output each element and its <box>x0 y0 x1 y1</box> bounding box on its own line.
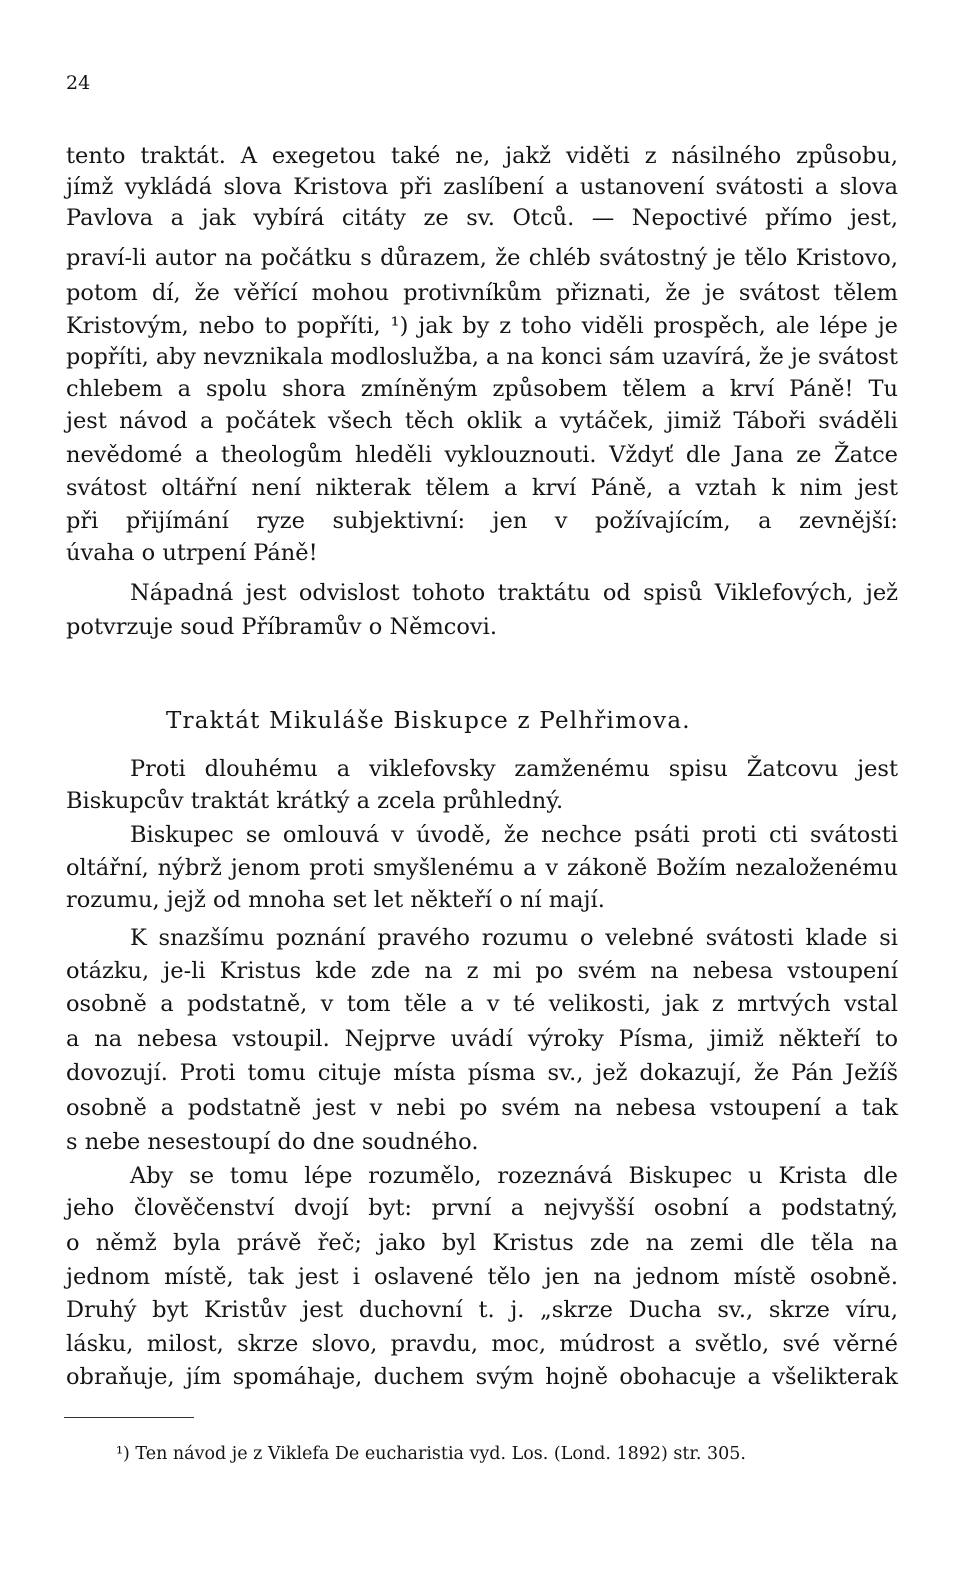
text-line: Biskupec se omlouvá v úvodě, že nechce psáti proti cti svátosti <box>130 822 898 848</box>
text-line: otázku, je-li Kristus kde zde na z mi po svém na nebesa vstoupení <box>66 958 898 984</box>
text-line: Pavlova a jak vybírá citáty ze sv. Otců. — Nepoctivé přímo jest, <box>66 205 898 231</box>
text-line: oltářní, nýbrž jenom proti smyšlenému a v zákoně Božím nezaloženému <box>66 855 898 881</box>
text-line: tento traktát. A exegetou také ne, jakž viděti z násilného způsobu, <box>66 143 898 169</box>
text-line: jednom místě, tak jest i oslavené tělo jen na jednom místě osobně. <box>66 1264 898 1290</box>
text-line: obraňuje, jím spomáhaje, duchem svým hojně obohacuje a všelikterak <box>66 1364 898 1390</box>
text-line: Druhý byt Kristův jest duchovní t. j. „skrze Ducha sv., skrze víru, <box>66 1297 898 1323</box>
text-line: s nebe nesestoupí do dne soudného. <box>66 1129 479 1155</box>
text-line: praví-li autor na počátku s důrazem, že chléb svátostný je tělo Kristovo, <box>66 245 898 271</box>
text-line: Aby se tomu lépe rozumělo, rozeznává Biskupec u Krista dle <box>130 1163 898 1189</box>
text-line: potvrzuje soud Příbramův o Němcovi. <box>66 614 497 640</box>
footnote-divider <box>64 1417 194 1418</box>
section-heading: Traktát Mikuláše Biskupce z Pelhřimova. <box>166 708 691 734</box>
text-line: popříti, aby nevznikala modloslužba, a na konci sám uzavírá, že je svátost <box>66 344 898 370</box>
text-line: nevědomé a theologům hleděli vyklouznouti. Vždyť dle Jana ze Žatce <box>66 442 898 468</box>
text-line: dovozují. Proti tomu cituje místa písma sv., jež dokazují, že Pán Ježíš <box>66 1060 898 1086</box>
text-line: jeho člověčenství dvojí byt: první a nejvyšší osobní a podstatný, <box>66 1195 898 1221</box>
text-line: svátost oltářní není nikterak tělem a krví Páně, a vztah k nim jest <box>66 475 898 501</box>
text-line: lásku, milost, skrze slovo, pravdu, moc, múdrost a světlo, své věrné <box>66 1331 898 1357</box>
text-line: o němž byla právě řeč; jako byl Kristus zde na zemi dle těla na <box>66 1230 898 1256</box>
page-number: 24 <box>66 72 91 94</box>
text-line: Biskupcův traktát krátký a zcela průhledný. <box>66 788 564 814</box>
footnote: ¹) Ten návod je z Viklefa De eucharistia vyd. Los. (Lond. 1892) str. 305. <box>116 1444 746 1464</box>
text-line: Nápadná jest odvislost tohoto traktátu od spisů Viklefových, jež <box>130 580 898 606</box>
text-line: Proti dlouhému a viklefovsky zamženému spisu Žatcovu jest <box>130 756 898 782</box>
text-line: K snazšímu poznání pravého rozumu o velebné svátosti klade si <box>130 925 898 951</box>
text-line: jest návod a počátek všech těch oklik a vytáček, jimiž Táboři sváděli <box>66 408 898 434</box>
text-line: úvaha o utrpení Páně! <box>66 540 318 566</box>
text-line: osobně a podstatně jest v nebi po svém na nebesa vstoupení a tak <box>66 1095 898 1121</box>
text-line: osobně a podstatně, v tom těle a v té velikosti, jak z mrtvých vstal <box>66 991 898 1017</box>
text-line: potom dí, že věřící mohou protivníkům přiznati, že je svátost tělem <box>66 280 898 306</box>
text-line: Kristovým, nebo to popříti, ¹) jak by z toho viděli prospěch, ale lépe je <box>66 313 898 339</box>
text-line: a na nebesa vstoupil. Nejprve uvádí výroky Písma, jimiž někteří to <box>66 1026 898 1052</box>
text-line: při přijímání ryze subjektivní: jen v požívajícím, a zevnější: <box>66 508 898 534</box>
text-line: jímž vykládá slova Kristova při zaslíbení a ustanovení svátosti a slova <box>66 174 898 200</box>
text-line: rozumu, jejž od mnoha set let někteří o ní mají. <box>66 887 605 913</box>
text-line: chlebem a spolu shora zmíněným způsobem tělem a krví Páně! Tu <box>66 376 898 402</box>
